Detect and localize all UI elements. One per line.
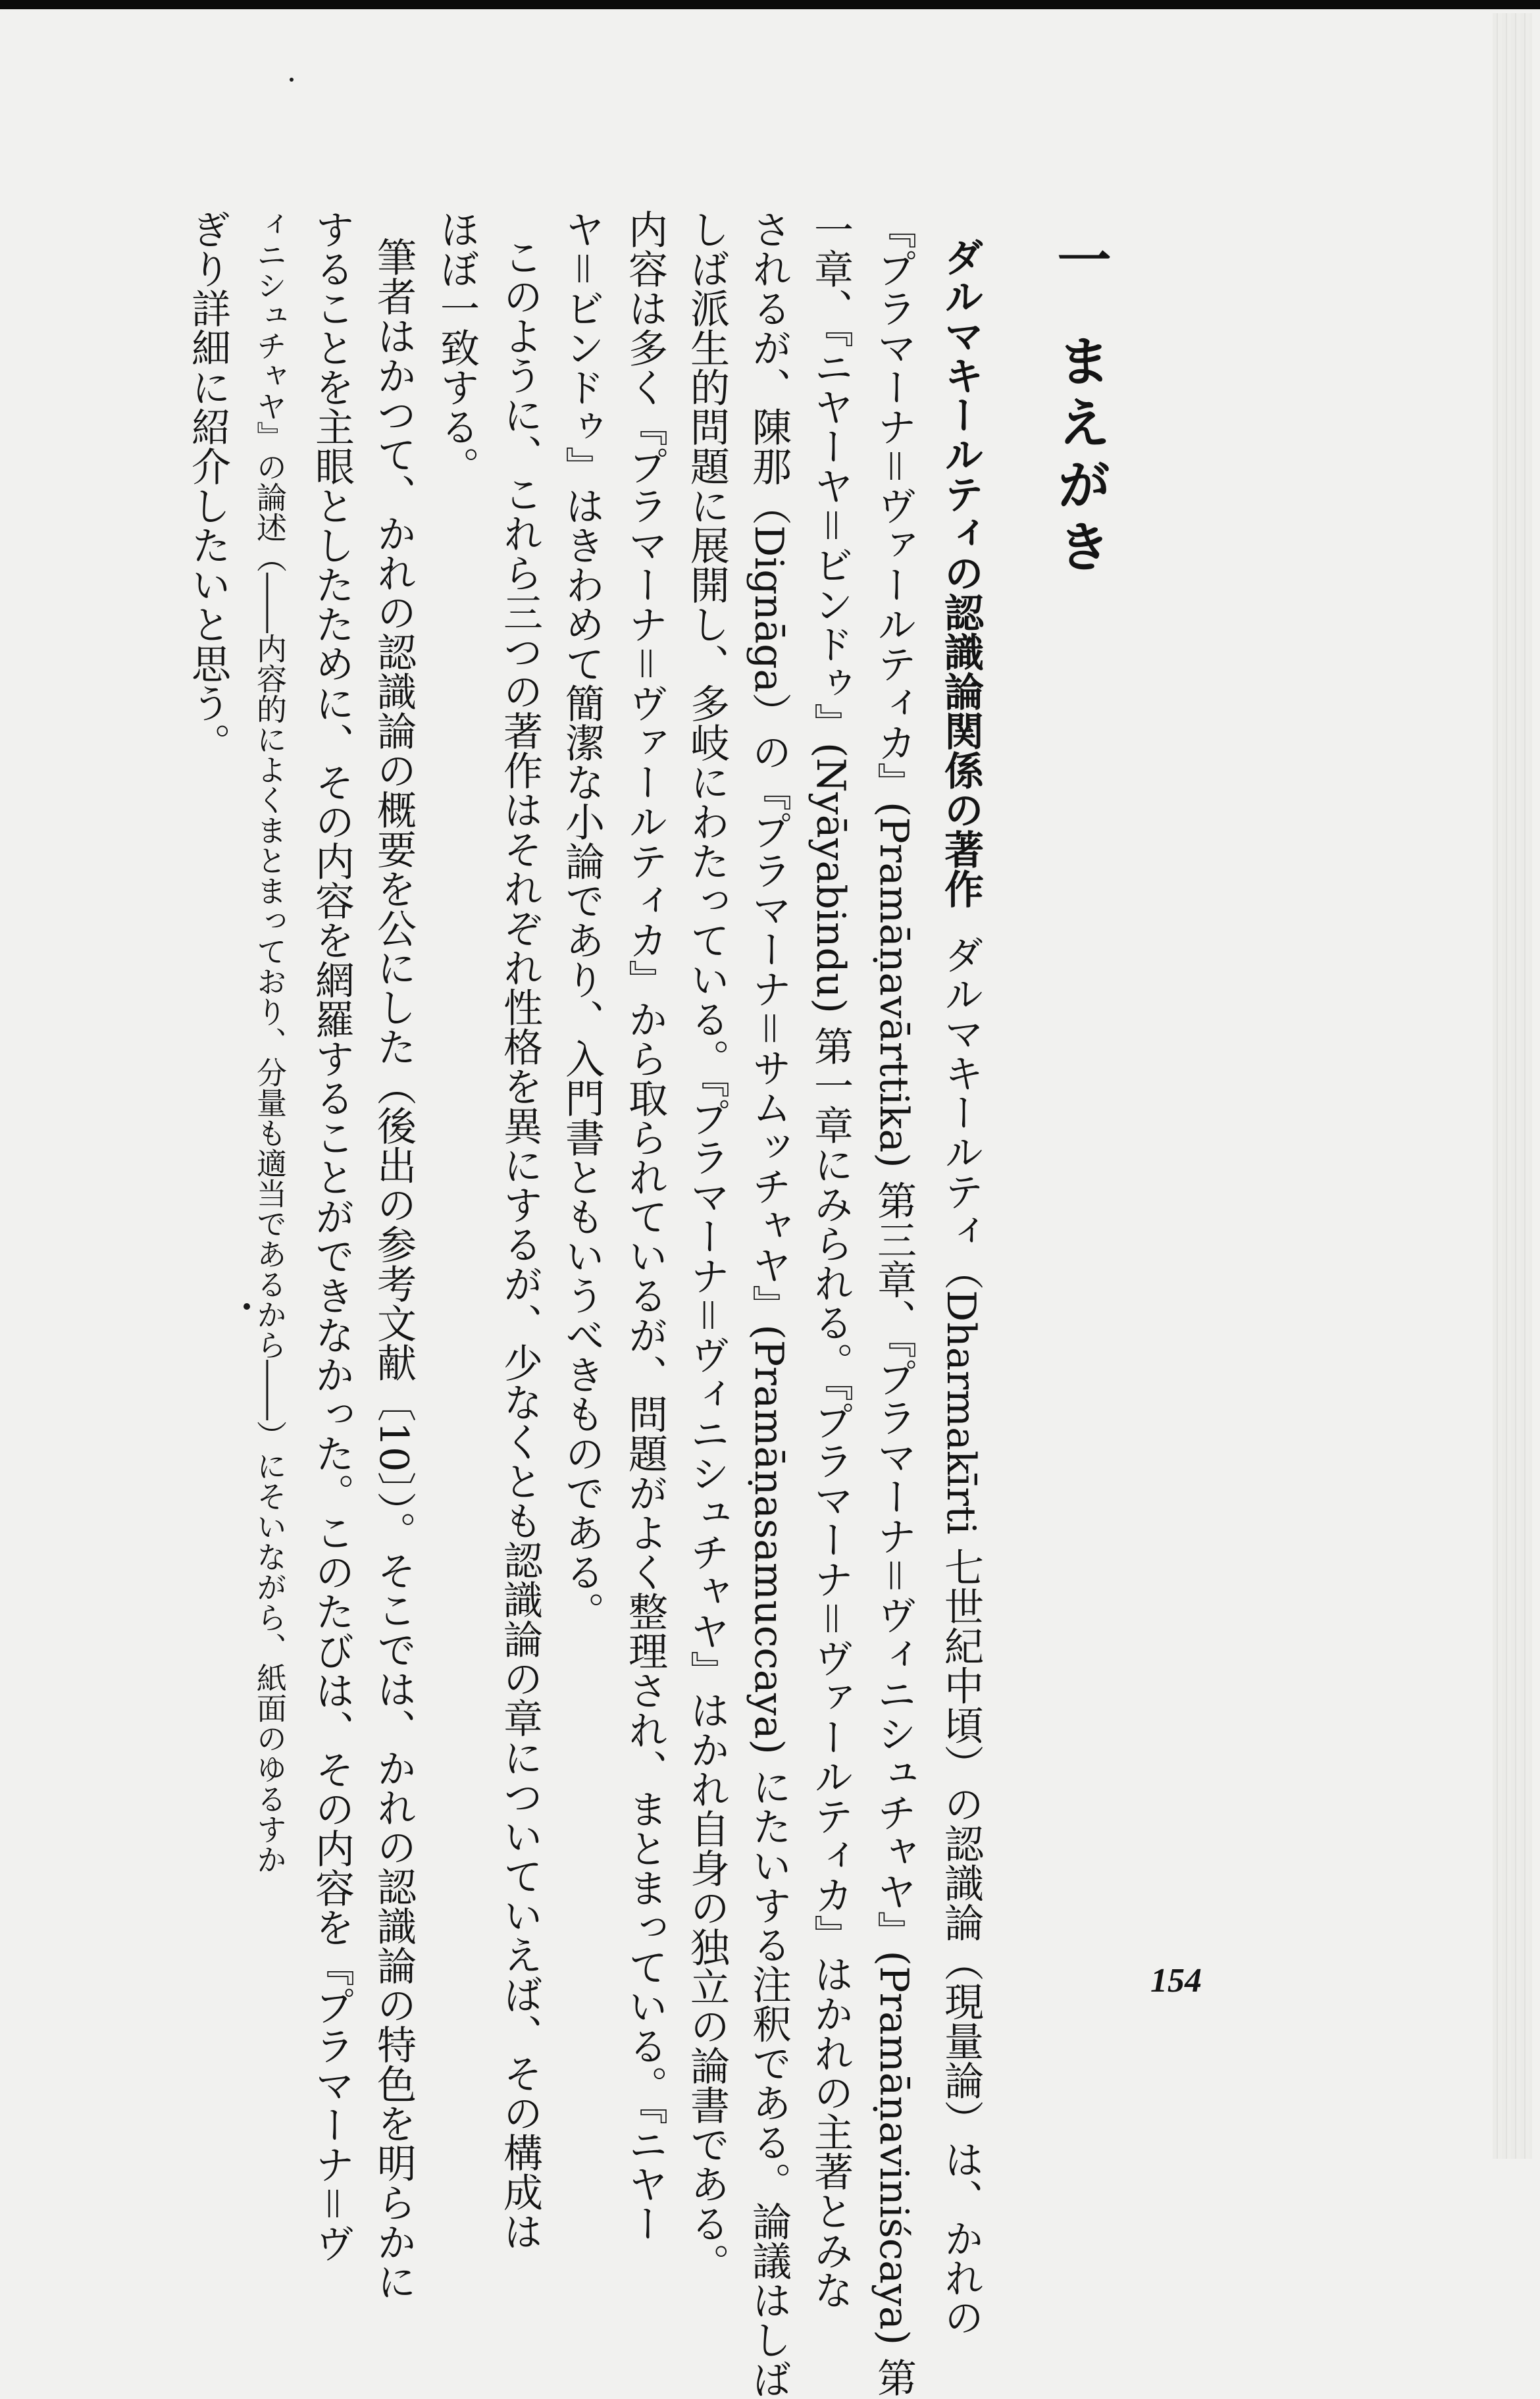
text-column-8 xyxy=(494,237,546,2251)
text-line: このように、これら三つの著作はそれぞれ性格を異にするが、少なくとも認識論の章についていえば、その構成は xyxy=(497,237,543,2251)
text-column-9 xyxy=(430,209,483,486)
text-column-12 xyxy=(244,209,296,1874)
text-column-1 xyxy=(935,237,987,2336)
text-line: ィニシュチャヤ』の論述（――内容的によくまとまっており、分量も適当であるから――）にそいながら、紙面のゆるすか xyxy=(252,209,288,1874)
scan-top-edge xyxy=(0,0,1540,9)
text-column-5 xyxy=(680,209,733,2283)
text-column-11 xyxy=(305,209,358,2263)
text-column-4 xyxy=(742,209,795,2399)
text-line: することを主眼としたために、その内容を網羅することができなかった。このたびは、その内容を『プラマーナ＝ヴ xyxy=(309,209,355,2263)
text-column-2 xyxy=(867,209,920,2397)
text-column-6 xyxy=(619,209,671,2243)
text-column-10 xyxy=(367,237,420,2301)
page-number: 154 xyxy=(1150,1962,1202,1999)
text-line: ほぼ一致する。 xyxy=(434,209,480,486)
ink-speck xyxy=(244,1303,250,1310)
section-heading: ダルマキールティの認識論関係の著作 xyxy=(938,237,984,908)
text-column-7 xyxy=(555,209,608,1631)
chapter-title: まえがき xyxy=(1048,333,1111,580)
text-column-13 xyxy=(182,209,234,762)
text-line: 筆者はかつて、かれの認識論の概要を公にした（後出の参考文献〔10〕）。そこでは、かれの認識論の特色を明らかに xyxy=(371,237,417,2302)
text-column-3 xyxy=(804,209,857,2309)
text-line: ダルマキールティ（Dharmakīrti 七世紀中頃）の認識論（現量論）は、かれの xyxy=(938,935,984,2337)
text-line: 一章、『ニヤーヤ＝ビンドゥ』(Nyāyabindu) 第一章にみられる。『プラマーナ＝ヴァールティカ』はかれの主著とみな xyxy=(808,209,854,2310)
text-line: しば派生的問題に展開し、多岐にわたっている。『プラマーナ＝ヴィニシュチャヤ』はかれ自身の独立の論書である。 xyxy=(684,209,730,2283)
text-line: 『プラマーナ＝ヴァールティカ』(Pramāṇavārttika) 第三章、『プラマーナ＝ヴィニシュチャヤ』(Pramāṇaviniścaya) 第 xyxy=(871,209,917,2398)
ink-speck xyxy=(290,78,294,82)
text-line: 内容は多く『プラマーナ＝ヴァールティカ』から取られているが、問題がよく整理され、まとまっている。『ニヤー xyxy=(622,209,668,2243)
page-binding-edge xyxy=(1493,13,1532,2159)
text-line: ぎり詳細に紹介したいと思う。 xyxy=(185,209,231,762)
text-line: ヤ＝ビンドゥ』はきわめて簡潔な小論であり、入門書ともいうべきものである。 xyxy=(559,209,605,1631)
chapter-heading xyxy=(1048,232,1111,580)
text-line: されるが、陳那（Dignāga）の『プラマーナ＝サムッチャヤ』(Pramāṇasamuccaya) にたいする注釈である。論議はしば xyxy=(746,209,792,2399)
chapter-number: 一 xyxy=(1048,232,1111,294)
